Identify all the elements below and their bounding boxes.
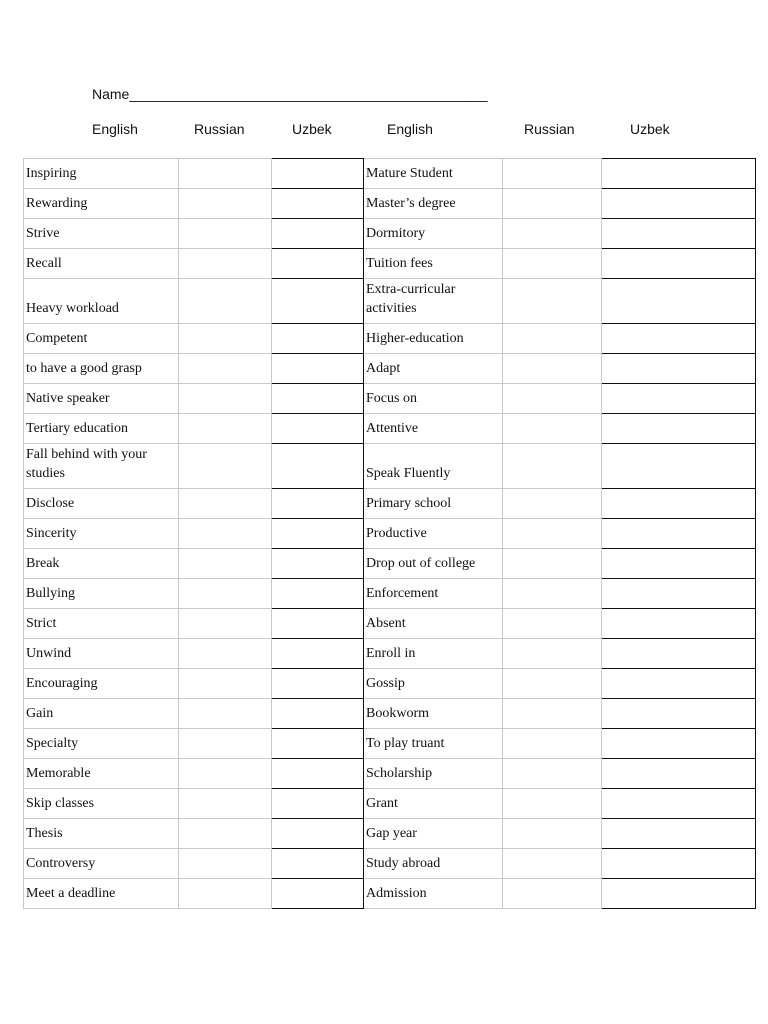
russian-answer-box-right[interactable] <box>503 579 602 609</box>
english-term-right: Dormitory <box>364 219 503 249</box>
russian-answer-box-left[interactable] <box>179 669 272 699</box>
name-field-label[interactable]: Name______________________________________________ <box>92 86 488 102</box>
english-term-left: Specialty <box>24 729 179 759</box>
russian-answer-box-left[interactable] <box>179 699 272 729</box>
uzbek-answer-box-left[interactable] <box>272 819 364 849</box>
table-row <box>24 579 756 609</box>
english-term-left: Gain <box>24 699 179 729</box>
english-term-right: Grant <box>364 789 503 819</box>
uzbek-answer-box-right[interactable] <box>602 384 756 414</box>
russian-answer-box-left[interactable] <box>179 729 272 759</box>
russian-answer-box-left[interactable] <box>179 519 272 549</box>
english-term-right: Enforcement <box>364 579 503 609</box>
russian-answer-box-left[interactable] <box>179 219 272 249</box>
header-english-right: English <box>387 121 433 137</box>
uzbek-answer-box-right[interactable] <box>602 354 756 384</box>
english-term-left: Fall behind with your studies <box>24 444 179 489</box>
english-term-left: to have a good grasp <box>24 354 179 384</box>
table-row <box>24 519 756 549</box>
russian-answer-box-right[interactable] <box>503 489 602 519</box>
table-row <box>24 759 756 789</box>
russian-answer-box-right[interactable] <box>503 279 602 324</box>
russian-answer-box-right[interactable] <box>503 609 602 639</box>
uzbek-answer-box-right[interactable] <box>602 759 756 789</box>
table-row <box>24 189 756 219</box>
uzbek-answer-box-right[interactable] <box>602 879 756 909</box>
uzbek-answer-box-right[interactable] <box>602 639 756 669</box>
russian-answer-box-right[interactable] <box>503 159 602 189</box>
table-row <box>24 159 756 189</box>
uzbek-answer-box-right[interactable] <box>602 444 756 489</box>
russian-answer-box-left[interactable] <box>179 609 272 639</box>
russian-answer-box-left[interactable] <box>179 249 272 279</box>
english-term-right: Gossip <box>364 669 503 699</box>
russian-answer-box-right[interactable] <box>503 639 602 669</box>
english-term-left: Sincerity <box>24 519 179 549</box>
russian-answer-box-left[interactable] <box>179 879 272 909</box>
uzbek-answer-box-left[interactable] <box>272 324 364 354</box>
uzbek-answer-box-left[interactable] <box>272 249 364 279</box>
english-term-left: Recall <box>24 249 179 279</box>
english-term-left: Strive <box>24 219 179 249</box>
table-row <box>24 444 756 489</box>
uzbek-answer-box-left[interactable] <box>272 384 364 414</box>
english-term-right: Productive <box>364 519 503 549</box>
uzbek-answer-box-left[interactable] <box>272 189 364 219</box>
uzbek-answer-box-left[interactable] <box>272 579 364 609</box>
russian-answer-box-right[interactable] <box>503 819 602 849</box>
english-term-left: Thesis <box>24 819 179 849</box>
russian-answer-box-right[interactable] <box>503 759 602 789</box>
uzbek-answer-box-left[interactable] <box>272 519 364 549</box>
uzbek-answer-box-left[interactable] <box>272 789 364 819</box>
russian-answer-box-left[interactable] <box>179 579 272 609</box>
uzbek-answer-box-left[interactable] <box>272 729 364 759</box>
russian-answer-box-right[interactable] <box>503 249 602 279</box>
english-term-left: Disclose <box>24 489 179 519</box>
table-row <box>24 819 756 849</box>
english-term-left: Controversy <box>24 849 179 879</box>
russian-answer-box-left[interactable] <box>179 414 272 444</box>
english-term-right: Extra-curricular activities <box>364 279 503 324</box>
russian-answer-box-right[interactable] <box>503 729 602 759</box>
uzbek-answer-box-left[interactable] <box>272 609 364 639</box>
russian-answer-box-left[interactable] <box>179 384 272 414</box>
russian-answer-box-right[interactable] <box>503 189 602 219</box>
header-english-left: English <box>92 121 138 137</box>
english-term-right: Gap year <box>364 819 503 849</box>
english-term-left: Meet a deadline <box>24 879 179 909</box>
english-term-right: Adapt <box>364 354 503 384</box>
english-term-left: Rewarding <box>24 189 179 219</box>
russian-answer-box-left[interactable] <box>179 354 272 384</box>
table-row <box>24 324 756 354</box>
uzbek-answer-box-left[interactable] <box>272 414 364 444</box>
russian-answer-box-right[interactable] <box>503 444 602 489</box>
english-term-right: Focus on <box>364 384 503 414</box>
uzbek-answer-box-right[interactable] <box>602 699 756 729</box>
uzbek-answer-box-right[interactable] <box>602 489 756 519</box>
english-term-right: Tuition fees <box>364 249 503 279</box>
table-row <box>24 384 756 414</box>
table-row <box>24 729 756 759</box>
english-term-right: Enroll in <box>364 639 503 669</box>
russian-answer-box-left[interactable] <box>179 639 272 669</box>
table-row <box>24 549 756 579</box>
table-row <box>24 414 756 444</box>
english-term-left: Native speaker <box>24 384 179 414</box>
russian-answer-box-left[interactable] <box>179 279 272 324</box>
vocabulary-table <box>23 158 756 909</box>
english-term-right: Attentive <box>364 414 503 444</box>
english-term-right: Admission <box>364 879 503 909</box>
english-term-right: Scholarship <box>364 759 503 789</box>
english-term-left: Heavy workload <box>24 279 179 324</box>
russian-answer-box-right[interactable] <box>503 219 602 249</box>
uzbek-answer-box-left[interactable] <box>272 879 364 909</box>
uzbek-answer-box-right[interactable] <box>602 219 756 249</box>
uzbek-answer-box-left[interactable] <box>272 444 364 489</box>
russian-answer-box-left[interactable] <box>179 489 272 519</box>
russian-answer-box-right[interactable] <box>503 354 602 384</box>
table-row <box>24 849 756 879</box>
russian-answer-box-left[interactable] <box>179 789 272 819</box>
uzbek-answer-box-left[interactable] <box>272 159 364 189</box>
russian-answer-box-right[interactable] <box>503 519 602 549</box>
russian-answer-box-right[interactable] <box>503 324 602 354</box>
english-term-left: Inspiring <box>24 159 179 189</box>
uzbek-answer-box-left[interactable] <box>272 639 364 669</box>
english-term-left: Unwind <box>24 639 179 669</box>
uzbek-answer-box-right[interactable] <box>602 849 756 879</box>
russian-answer-box-left[interactable] <box>179 444 272 489</box>
russian-answer-box-left[interactable] <box>179 324 272 354</box>
uzbek-answer-box-left[interactable] <box>272 849 364 879</box>
table-row <box>24 219 756 249</box>
uzbek-answer-box-right[interactable] <box>602 279 756 324</box>
russian-answer-box-right[interactable] <box>503 414 602 444</box>
uzbek-answer-box-left[interactable] <box>272 354 364 384</box>
header-uzbek-right: Uzbek <box>630 121 670 137</box>
english-term-left: Tertiary education <box>24 414 179 444</box>
russian-answer-box-right[interactable] <box>503 549 602 579</box>
english-term-right: Speak Fluently <box>364 444 503 489</box>
english-term-left: Break <box>24 549 179 579</box>
uzbek-answer-box-right[interactable] <box>602 549 756 579</box>
header-uzbek-left: Uzbek <box>292 121 332 137</box>
column-headers <box>0 121 768 141</box>
uzbek-answer-box-left[interactable] <box>272 699 364 729</box>
uzbek-answer-box-right[interactable] <box>602 609 756 639</box>
english-term-right: Study abroad <box>364 849 503 879</box>
uzbek-answer-box-left[interactable] <box>272 759 364 789</box>
english-term-left: Skip classes <box>24 789 179 819</box>
uzbek-answer-box-right[interactable] <box>602 729 756 759</box>
table-row <box>24 609 756 639</box>
header-russian-right: Russian <box>524 121 575 137</box>
table-row <box>24 789 756 819</box>
uzbek-answer-box-left[interactable] <box>272 669 364 699</box>
uzbek-answer-box-left[interactable] <box>272 279 364 324</box>
russian-answer-box-right[interactable] <box>503 699 602 729</box>
english-term-left: Encouraging <box>24 669 179 699</box>
russian-answer-box-right[interactable] <box>503 879 602 909</box>
table-row <box>24 699 756 729</box>
uzbek-answer-box-right[interactable] <box>602 579 756 609</box>
uzbek-answer-box-left[interactable] <box>272 219 364 249</box>
english-term-right: Drop out of college <box>364 549 503 579</box>
uzbek-answer-box-right[interactable] <box>602 819 756 849</box>
english-term-right: Primary school <box>364 489 503 519</box>
table-row <box>24 639 756 669</box>
russian-answer-box-left[interactable] <box>179 189 272 219</box>
uzbek-answer-box-right[interactable] <box>602 324 756 354</box>
table-row <box>24 489 756 519</box>
english-term-left: Strict <box>24 609 179 639</box>
uzbek-answer-box-right[interactable] <box>602 249 756 279</box>
russian-answer-box-left[interactable] <box>179 549 272 579</box>
russian-answer-box-left[interactable] <box>179 849 272 879</box>
table-row <box>24 279 756 324</box>
uzbek-answer-box-right[interactable] <box>602 414 756 444</box>
english-term-right: Master’s degree <box>364 189 503 219</box>
russian-answer-box-left[interactable] <box>179 159 272 189</box>
english-term-right: Bookworm <box>364 699 503 729</box>
table-row <box>24 879 756 909</box>
russian-answer-box-right[interactable] <box>503 789 602 819</box>
uzbek-answer-box-right[interactable] <box>602 159 756 189</box>
english-term-right: Mature Student <box>364 159 503 189</box>
table-row <box>24 249 756 279</box>
uzbek-answer-box-left[interactable] <box>272 549 364 579</box>
table-row <box>24 354 756 384</box>
russian-answer-box-right[interactable] <box>503 384 602 414</box>
russian-answer-box-right[interactable] <box>503 849 602 879</box>
english-term-right: Higher-education <box>364 324 503 354</box>
uzbek-answer-box-left[interactable] <box>272 489 364 519</box>
uzbek-answer-box-right[interactable] <box>602 519 756 549</box>
uzbek-answer-box-right[interactable] <box>602 789 756 819</box>
uzbek-answer-box-right[interactable] <box>602 669 756 699</box>
russian-answer-box-right[interactable] <box>503 669 602 699</box>
english-term-right: To play truant <box>364 729 503 759</box>
english-term-right: Absent <box>364 609 503 639</box>
table-row <box>24 669 756 699</box>
english-term-left: Competent <box>24 324 179 354</box>
uzbek-answer-box-right[interactable] <box>602 189 756 219</box>
russian-answer-box-left[interactable] <box>179 819 272 849</box>
english-term-left: Memorable <box>24 759 179 789</box>
header-russian-left: Russian <box>194 121 245 137</box>
russian-answer-box-left[interactable] <box>179 759 272 789</box>
english-term-left: Bullying <box>24 579 179 609</box>
